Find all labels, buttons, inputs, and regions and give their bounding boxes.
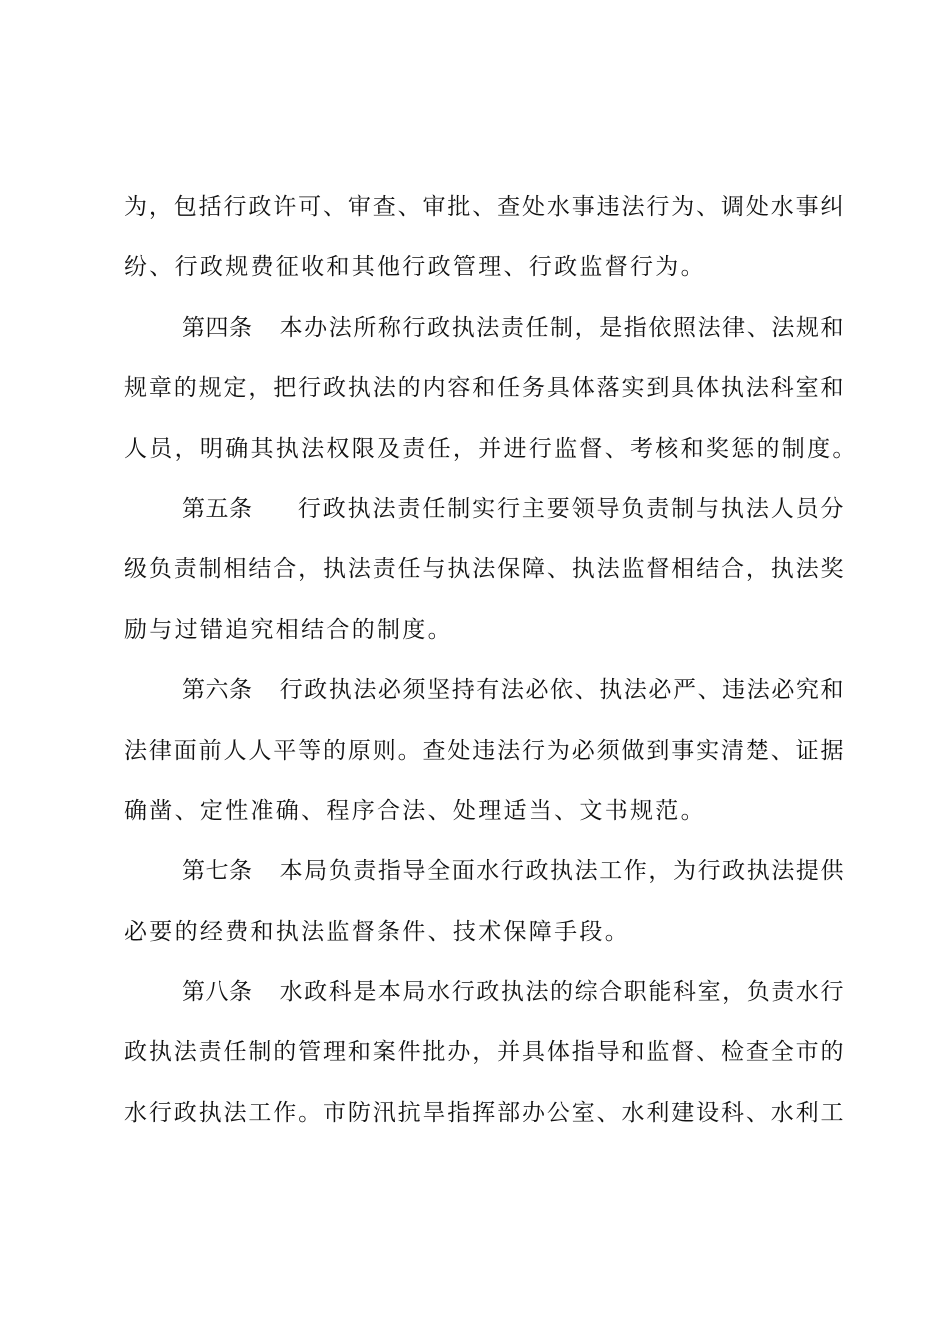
text-line: 规章的规定，把行政执法的内容和任务具体落实到具体执法科室和: [124, 375, 844, 402]
article-6-first-line: [124, 667, 844, 727]
text-line: 必要的经费和执法监督条件、技术保障手段。: [124, 918, 630, 945]
text-line: 水行政执法工作。市防汛抗旱指挥部办公室、水利建设科、水利工: [124, 1099, 844, 1126]
article-text: 行政执法责任制实行主要领导负责制与执法人员分: [296, 495, 844, 522]
article-text: 水政科是本局水行政执法的综合职能科室，负责水行: [278, 979, 844, 1006]
article-4-first-line: [124, 305, 844, 365]
text-line: 确凿、定性准确、程序合法、处理适当、文书规范。: [124, 797, 706, 824]
text-line: 政执法责任制的管理和案件批办，并具体指导和监督、检查全市的: [124, 1039, 844, 1066]
article-text: 本办法所称行政执法责任制，是指依照法律、法规和: [278, 314, 844, 341]
article-label: 第七条: [182, 858, 253, 885]
article-label: 第六条: [182, 677, 253, 704]
article-label: 第四条: [182, 314, 253, 341]
text-line: 法律面前人人平等的原则。查处违法行为必须做到事实清楚、证据: [124, 737, 844, 764]
document-body: [124, 184, 858, 1150]
article-5-first-line: [124, 486, 844, 546]
article-label: 第八条: [182, 979, 253, 1006]
article-text: 行政执法必须坚持有法必依、执法必严、违法必究和: [278, 677, 844, 704]
article-label: 第五条: [182, 495, 253, 522]
text-line: 纷、行政规费征收和其他行政管理、行政监督行为。: [124, 254, 706, 281]
text-line: 为，包括行政许可、审查、审批、查处水事违法行为、调处水事纠: [124, 194, 844, 220]
text-line: 励与过错追究相结合的制度。: [124, 616, 453, 643]
article-8-first-line: [124, 969, 844, 1029]
text-line: 人员，明确其执法权限及责任，并进行监督、考核和奖惩的制度。: [124, 435, 858, 462]
text-line: 级负责制相结合，执法责任与执法保障、执法监督相结合，执法奖: [124, 556, 844, 583]
article-7-first-line: [124, 848, 844, 908]
article-text: 本局负责指导全面水行政执法工作，为行政执法提供: [278, 858, 844, 885]
